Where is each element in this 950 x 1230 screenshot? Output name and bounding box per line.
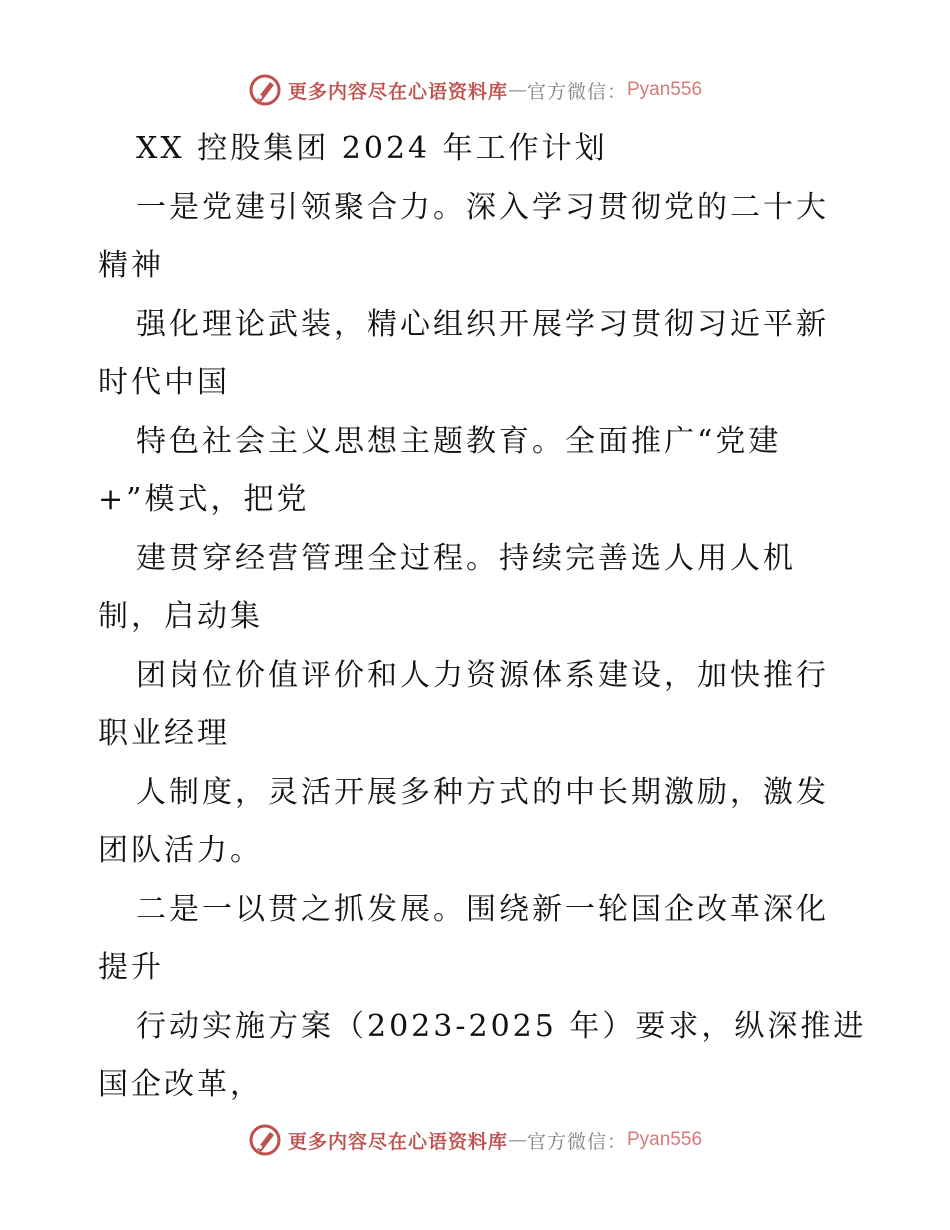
paragraph-line: 一是党建引领聚合力。深入学习贯彻党的二十大 xyxy=(136,189,829,225)
paragraph-line: 强化理论武装，精心组织开展学习贯彻习近平新 xyxy=(136,306,829,342)
banner-separator: — xyxy=(507,79,527,101)
paragraph-line: 团岗位价值评价和人力资源体系建设，加快推行 xyxy=(136,657,829,693)
banner-official-label: 官方微信： xyxy=(526,1130,627,1153)
paragraph-line: 时代中国 xyxy=(98,365,230,400)
banner-wechat-id: Pyan556 xyxy=(627,79,703,100)
paragraph-line: 提升 xyxy=(98,950,164,985)
header-watermark-banner xyxy=(0,70,950,110)
banner-official-label: 官方微信： xyxy=(526,80,627,103)
banner-text: 更多内容尽在心语资料库 xyxy=(287,1130,508,1153)
paragraph-line: +”模式，把党 xyxy=(98,482,310,517)
paragraph-line: 团队活力。 xyxy=(98,833,263,868)
banner-separator: — xyxy=(507,1129,527,1151)
paragraph-line: 制，启动集 xyxy=(98,599,263,634)
banner-text: 更多内容尽在心语资料库 xyxy=(287,80,508,103)
paragraph-line: 职业经理 xyxy=(98,716,230,751)
pen-logo-icon xyxy=(248,1123,282,1157)
pen-logo-icon xyxy=(248,73,282,107)
paragraph-line: 人制度，灵活开展多种方式的中长期激励，激发 xyxy=(136,774,829,810)
footer-watermark-banner xyxy=(0,1120,950,1160)
banner-wechat-id: Pyan556 xyxy=(627,1129,703,1150)
document-body xyxy=(98,120,867,1115)
document-title: XX 控股集团 2024 年工作计划 xyxy=(136,131,608,166)
paragraph-line: 国企改革， xyxy=(98,1067,263,1102)
paragraph-line: 二是一以贯之抓发展。围绕新一轮国企改革深化 xyxy=(136,891,829,927)
paragraph-line: 特色社会主义思想主题教育。全面推广“党建 xyxy=(136,423,782,459)
paragraph-line: 行动实施方案（2023-2025 年）要求，纵深推进 xyxy=(136,1008,867,1044)
paragraph-line: 精神 xyxy=(98,248,164,283)
paragraph-line: 建贯穿经营管理全过程。持续完善选人用人机 xyxy=(136,540,796,576)
